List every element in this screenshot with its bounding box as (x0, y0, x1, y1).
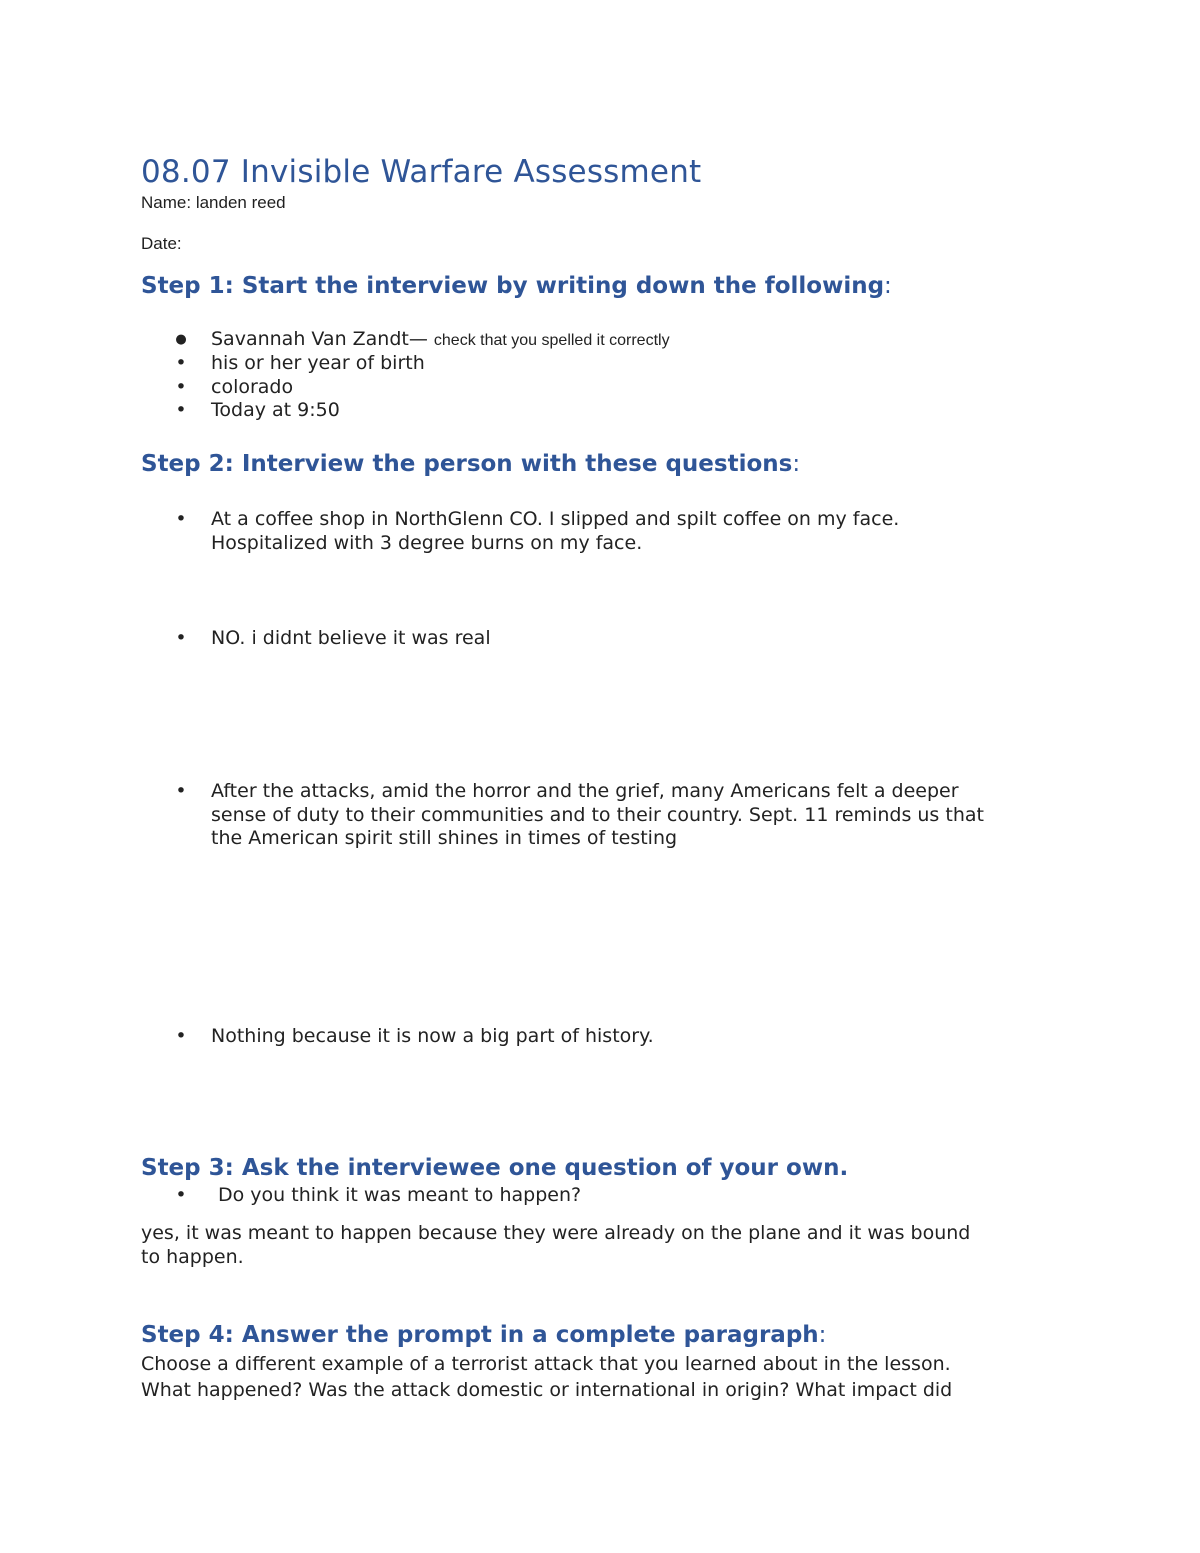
name-value: landen reed (195, 193, 286, 212)
own-question: Do you think it was meant to happen? (218, 1184, 582, 1206)
answer-line: to happen. (141, 1245, 244, 1268)
bullet-icon: • (175, 399, 187, 421)
interviewee-name: Savannah Van Zandt— (211, 328, 434, 350)
step3-heading: Step 3: Ask the interviewee one question of your own. (141, 1155, 849, 1181)
answer-line: the American spirit still shines in times of testing (211, 827, 678, 849)
bullet-icon: • (175, 352, 187, 374)
step4-heading: Step 4: Answer the prompt in a complete paragraph: (141, 1322, 827, 1348)
bullet-icon: • (175, 1184, 187, 1206)
answer-line: NO. i didnt believe it was real (211, 627, 491, 649)
date-line (141, 234, 182, 254)
bullet-icon: • (175, 627, 187, 649)
time-item: Today at 9:50 (211, 399, 340, 421)
date-label: Date: (141, 234, 182, 253)
step3-answer (141, 1222, 970, 1269)
birth-year-item: his or her year of birth (211, 352, 425, 374)
bullet-icon: ● (175, 332, 187, 347)
step1-heading: Step 1: Start the interview by writing down the following: (141, 273, 892, 299)
answer-line: sense of duty to their communities and to their country. Sept. 11 reminds us that (211, 803, 984, 826)
answer-line: At a coffee shop in NorthGlenn CO. I slipped and spilt coffee on my face. (211, 508, 900, 530)
answer-line: After the attacks, amid the horror and the grief, many Americans felt a deeper (211, 780, 959, 802)
document-title: 08.07 Invisible Warfare Assessment (141, 154, 702, 190)
bullet-icon: • (175, 376, 187, 398)
answer-line: yes, it was meant to happen because they were already on the plane and it was bound (141, 1222, 971, 1244)
prompt-line: What happened? Was the attack domestic or international in origin? What impact did (141, 1378, 953, 1401)
name-label: Name: (141, 193, 192, 212)
name-line (141, 193, 286, 213)
bullet-icon: • (175, 780, 187, 802)
step4-prompt (141, 1352, 952, 1403)
bullet-icon: • (175, 1025, 187, 1047)
step2-heading: Step 2: Interview the person with these questions: (141, 451, 801, 477)
spelling-note: check that you spelled it correctly (433, 332, 670, 349)
answer-line: Hospitalized with 3 degree burns on my face. (211, 532, 643, 554)
location-item: colorado (211, 376, 294, 398)
prompt-line: Choose a different example of a terrorist attack that you learned about in the lesson. (141, 1353, 951, 1375)
bullet-icon: • (175, 508, 187, 530)
answer-line: Nothing because it is now a big part of history. (211, 1025, 654, 1047)
